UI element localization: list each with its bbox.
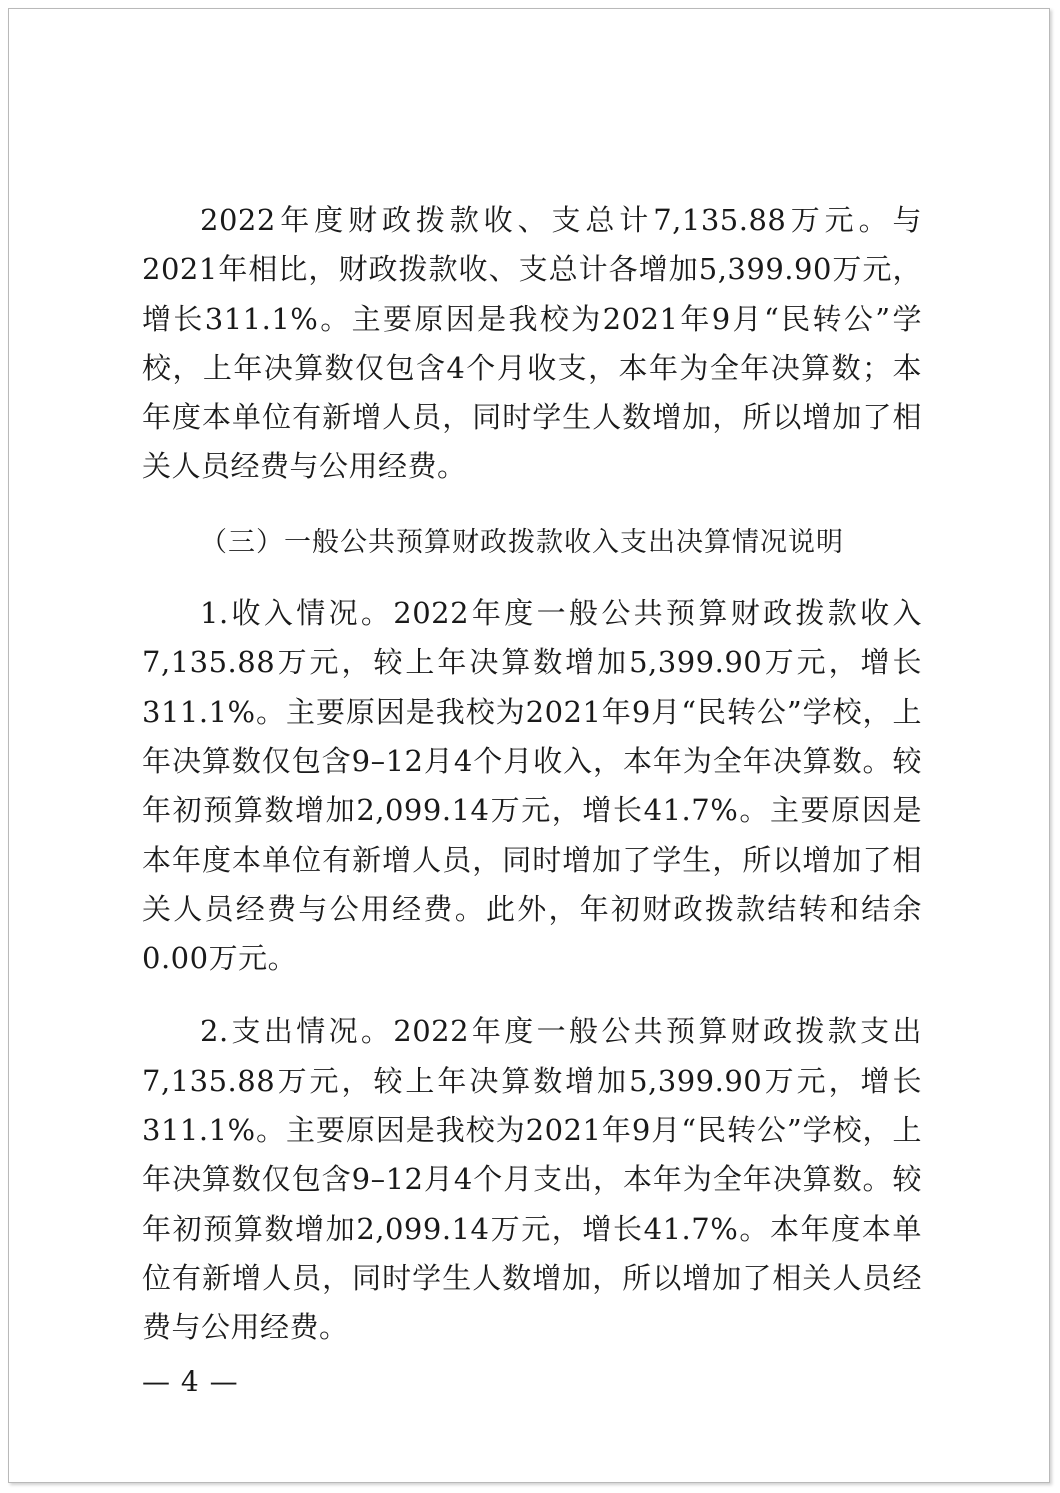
page-number: — 4 — <box>142 1365 239 1398</box>
paragraph-income: 1.收入情况。2022年度一般公共预算财政拨款收入7,135.88万元，较上年决算数增加5,399.90万元，增长311.1%。主要原因是我校为2021年9月“民转公”学校，上年决算数仅包含9–12月4个月收入，本年为全年决算数。较年初预算数增加2,099.14万元，增长41.7%。主要原因是本年度本单位有新增人员，同时增加了学生，所以增加了相关人员经费与公用经费。此外，年初财政拨款结转和结余0.00万元。 <box>142 596 922 976</box>
document-body <box>142 196 922 1353</box>
paragraph-totals: 2022年度财政拨款收、支总计7,135.88万元。与2021年相比，财政拨款收、支总计各增加5,399.90万元，增长311.1%。主要原因是我校为2021年9月“民转公”学校，上年决算数仅包含4个月收支，本年为全年决算数；本年度本单位有新增人员，同时学生人数增加，所以增加了相关人员经费与公用经费。 <box>142 203 922 484</box>
paragraph-expenditure: 2.支出情况。2022年度一般公共预算财政拨款支出7,135.88万元，较上年决算数增加5,399.90万元，增长311.1%。主要原因是我校为2021年9月“民转公”学校，上年决算数仅包含9–12月4个月支出，本年为全年决算数。较年初预算数增加2,099.14万元，增长41.7%。本年度本单位有新增人员，同时学生人数增加，所以增加了相关人员经费与公用经费。 <box>142 1014 922 1345</box>
section-heading: （三）一般公共预算财政拨款收入支出决算情况说明 <box>200 526 844 558</box>
